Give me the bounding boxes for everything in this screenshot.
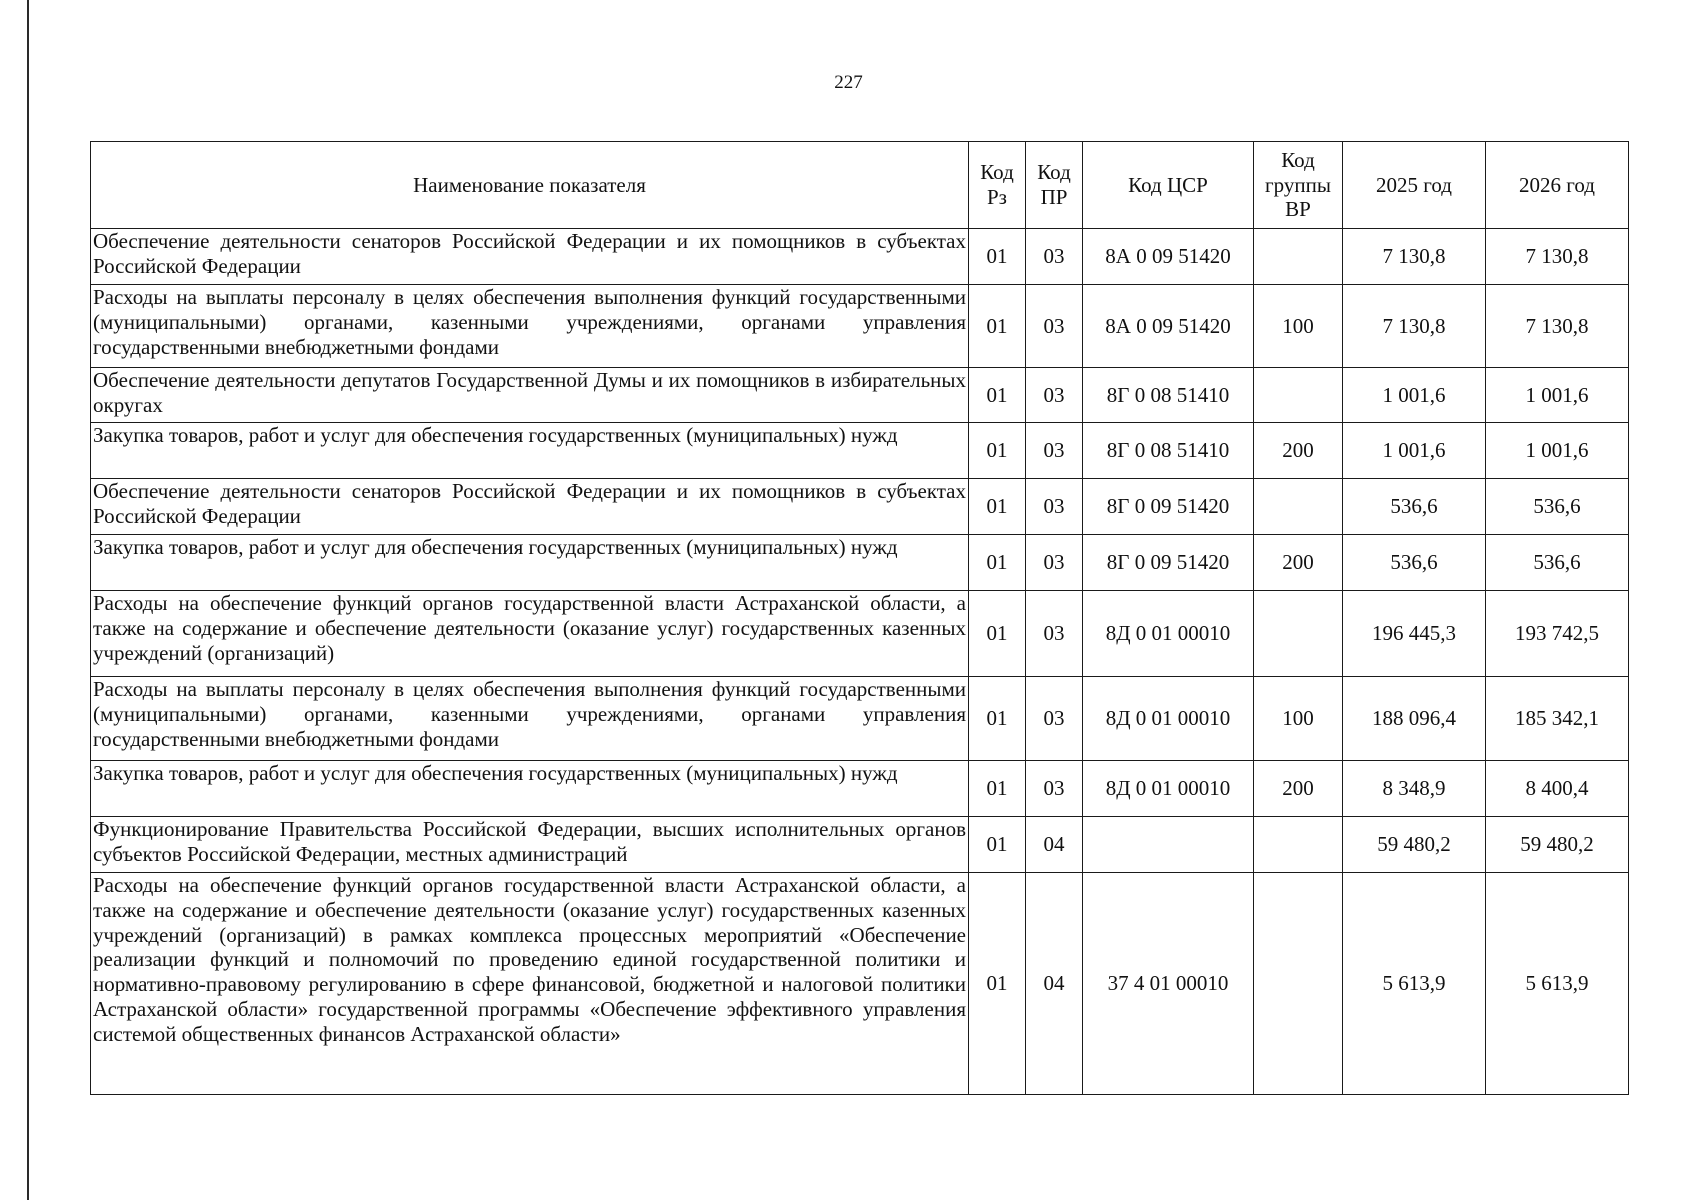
- row-2026: 1 001,6: [1486, 423, 1629, 479]
- row-2025: 196 445,3: [1343, 591, 1486, 677]
- row-csr: 8Д 0 01 00010: [1083, 591, 1254, 677]
- header-pr: Код ПР: [1026, 142, 1083, 229]
- header-name: Наименование показателя: [91, 142, 969, 229]
- row-2025: 59 480,2: [1343, 817, 1486, 873]
- row-csr: 8А 0 09 51420: [1083, 229, 1254, 285]
- row-2026: 7 130,8: [1486, 285, 1629, 368]
- table-row: [91, 285, 1629, 368]
- row-2025: 1 001,6: [1343, 423, 1486, 479]
- header-2025: 2025 год: [1343, 142, 1486, 229]
- row-rz: 01: [969, 368, 1026, 423]
- row-rz: 01: [969, 677, 1026, 761]
- header-2026: 2026 год: [1486, 142, 1629, 229]
- row-2026: 193 742,5: [1486, 591, 1629, 677]
- row-rz: 01: [969, 873, 1026, 1095]
- row-pr: 03: [1026, 677, 1083, 761]
- row-vr: [1254, 229, 1343, 285]
- row-csr: 8Г 0 08 51410: [1083, 368, 1254, 423]
- page-number: 227: [834, 72, 863, 93]
- row-pr: 03: [1026, 229, 1083, 285]
- row-vr: [1254, 873, 1343, 1095]
- table-row: [91, 817, 1629, 873]
- row-name: Расходы на обеспечение функций органов государственной власти Астраханской области, а также на содержание и обеспечение деятельности (оказание услуг) государственных казенных учреждений (организаций) в рамках комплекса процессных мероприятий «Обеспечение реализации функций и полномочий по проведению единой государственной политики и нормативно-правовому регулированию в сфере финансовой, бюджетной и налоговой политики Астраханской области» государственной программы «Обеспечение эффективного управления системой общественных финансов Астраханской области»: [91, 873, 969, 1095]
- row-vr: [1254, 591, 1343, 677]
- row-pr: 03: [1026, 591, 1083, 677]
- row-csr: [1083, 817, 1254, 873]
- row-name: Расходы на обеспечение функций органов государственной власти Астраханской области, а также на содержание и обеспечение деятельности (оказание услуг) государственных казенных учреждений (организаций): [91, 591, 969, 677]
- row-csr: 8Г 0 08 51410: [1083, 423, 1254, 479]
- row-pr: 03: [1026, 423, 1083, 479]
- row-2026: 1 001,6: [1486, 368, 1629, 423]
- table-row: [91, 229, 1629, 285]
- row-pr: 03: [1026, 761, 1083, 817]
- table-row: [91, 761, 1629, 817]
- row-rz: 01: [969, 591, 1026, 677]
- row-pr: 03: [1026, 535, 1083, 591]
- row-name: Расходы на выплаты персоналу в целях обеспечения выполнения функций государственными (муниципальными) органами, казенными учреждениями, органами управления государственными внебюджетными фондами: [91, 677, 969, 761]
- row-2026: 536,6: [1486, 479, 1629, 535]
- row-rz: 01: [969, 761, 1026, 817]
- row-rz: 01: [969, 229, 1026, 285]
- row-name: Закупка товаров, работ и услуг для обеспечения государственных (муниципальных) нужд: [91, 761, 969, 817]
- table-row: [91, 591, 1629, 677]
- row-pr: 03: [1026, 285, 1083, 368]
- row-vr: 100: [1254, 285, 1343, 368]
- row-vr: 200: [1254, 423, 1343, 479]
- row-2025: 1 001,6: [1343, 368, 1486, 423]
- row-pr: 03: [1026, 368, 1083, 423]
- row-rz: 01: [969, 285, 1026, 368]
- row-vr: [1254, 817, 1343, 873]
- header-vr: Код группы ВР: [1254, 142, 1343, 229]
- table-row: [91, 479, 1629, 535]
- row-vr: 100: [1254, 677, 1343, 761]
- row-vr: [1254, 479, 1343, 535]
- row-vr: [1254, 368, 1343, 423]
- row-2026: 7 130,8: [1486, 229, 1629, 285]
- row-csr: 8Д 0 01 00010: [1083, 761, 1254, 817]
- row-csr: 8Г 0 09 51420: [1083, 479, 1254, 535]
- row-2025: 8 348,9: [1343, 761, 1486, 817]
- row-2025: 7 130,8: [1343, 229, 1486, 285]
- table-header-row: [91, 142, 1629, 229]
- row-2025: 5 613,9: [1343, 873, 1486, 1095]
- row-name: Обеспечение деятельности сенаторов Российской Федерации и их помощников в субъектах Российской Федерации: [91, 479, 969, 535]
- row-2025: 536,6: [1343, 479, 1486, 535]
- table-row: [91, 677, 1629, 761]
- row-2025: 7 130,8: [1343, 285, 1486, 368]
- row-2026: 536,6: [1486, 535, 1629, 591]
- row-2025: 188 096,4: [1343, 677, 1486, 761]
- row-csr: 8Г 0 09 51420: [1083, 535, 1254, 591]
- row-csr: 37 4 01 00010: [1083, 873, 1254, 1095]
- header-rz: Код Рз: [969, 142, 1026, 229]
- row-rz: 01: [969, 423, 1026, 479]
- row-rz: 01: [969, 817, 1026, 873]
- row-name: Закупка товаров, работ и услуг для обеспечения государственных (муниципальных) нужд: [91, 423, 969, 479]
- row-2026: 185 342,1: [1486, 677, 1629, 761]
- row-2026: 59 480,2: [1486, 817, 1629, 873]
- row-pr: 04: [1026, 817, 1083, 873]
- header-csr: Код ЦСР: [1083, 142, 1254, 229]
- page-margin-rule: [27, 0, 29, 1200]
- table-row: [91, 423, 1629, 479]
- row-2025: 536,6: [1343, 535, 1486, 591]
- row-2026: 5 613,9: [1486, 873, 1629, 1095]
- row-2026: 8 400,4: [1486, 761, 1629, 817]
- row-name: Закупка товаров, работ и услуг для обеспечения государственных (муниципальных) нужд: [91, 535, 969, 591]
- row-name: Обеспечение деятельности сенаторов Российской Федерации и их помощников в субъектах Российской Федерации: [91, 229, 969, 285]
- row-vr: 200: [1254, 535, 1343, 591]
- table-row: [91, 368, 1629, 423]
- row-rz: 01: [969, 535, 1026, 591]
- row-name: Расходы на выплаты персоналу в целях обеспечения выполнения функций государственными (муниципальными) органами, казенными учреждениями, органами управления государственными внебюджетными фондами: [91, 285, 969, 368]
- row-csr: 8Д 0 01 00010: [1083, 677, 1254, 761]
- row-rz: 01: [969, 479, 1026, 535]
- row-vr: 200: [1254, 761, 1343, 817]
- table-row: [91, 535, 1629, 591]
- table-row: [91, 873, 1629, 1095]
- row-csr: 8А 0 09 51420: [1083, 285, 1254, 368]
- row-name: Обеспечение деятельности депутатов Государственной Думы и их помощников в избирательных округах: [91, 368, 969, 423]
- budget-table: [90, 141, 1629, 1095]
- row-pr: 04: [1026, 873, 1083, 1095]
- row-pr: 03: [1026, 479, 1083, 535]
- row-name: Функционирование Правительства Российской Федерации, высших исполнительных органов субъектов Российской Федерации, местных администраций: [91, 817, 969, 873]
